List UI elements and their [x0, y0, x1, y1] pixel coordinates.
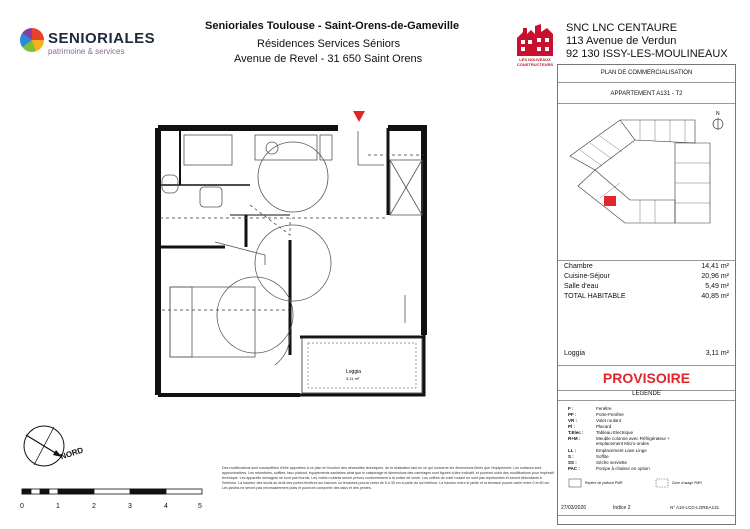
status-provisional: PROVISOIRE [602, 370, 691, 386]
lnc-brand-logo-icon [513, 20, 556, 62]
compass-label: NORD [59, 445, 85, 462]
legend-item: F : Fenêtre [568, 406, 612, 411]
document-index: Indice 2 [613, 505, 631, 511]
north-label: N [716, 111, 720, 117]
scale-tick-4: 4 [164, 503, 168, 510]
scale-tick-2: 2 [92, 503, 96, 510]
legend-item: S : Soffite [568, 454, 609, 459]
legend-item: R+M : Meuble colonne avec Réfrigérateur + emplacement Micro-ondes [568, 436, 670, 446]
disclaimer-notes: Des modifications sont susceptibles d'être apportées à ce plan en fonction des nécessités techniques, de la réalisation tant en ce qui concerne les dimensions libres que l'équipement. Les surfaces sont approximatives. Les retombées, soffites, faux plafond, équipements sanitaires ainsi que le calepinage et dimensions des carrelages sont figurés à titre indicatif, et pourront subir des modifications pour impératif technique. Les appareils ménagers ne sont pas fournis. Les volets roulants seront prévus conformément à la notice de vente. Les coffres de volet roulant ne sont pas représentés et seront débordants à l'intérieur. La hauteur des seuils au droit des portes-fenêtres sur balcons ou terrasses pourra varier de 5 à 35 cm à partir du sol intérieur. La hauteur entre le jardin et la terrasse pourra varier entre 0 et 60 cm. Les jardins ne seront pas nécessairement plats et pourront comporter des talus et des pentes. [222, 466, 554, 491]
legend-item: Pl : Placard [568, 424, 612, 429]
apartment-highlight [604, 196, 616, 206]
pmr-ceiling-icon [568, 478, 582, 488]
pmr-zone-label: Zone d'usage PMR [672, 481, 702, 485]
document-date: 27/03/2026 [561, 505, 587, 511]
company-street: 113 Avenue de Verdun [566, 35, 677, 47]
surface-row: Chambre 14,41 m² [564, 263, 729, 270]
legend-item: T.Elec : Tableau Electrique [568, 430, 634, 435]
document-reference: N° A10-LCG-LOREA131 [670, 505, 720, 510]
scale-tick-3: 3 [128, 503, 132, 510]
entrance-marker-icon [353, 111, 365, 122]
legend-item: VR : Volet roulant [568, 418, 622, 423]
scale-tick-5: 5 [198, 503, 202, 510]
scale-tick-1: 1 [56, 503, 60, 510]
legend-item: SS : Sèche serviette [568, 460, 628, 465]
scale-tick-0: 0 [20, 503, 24, 510]
legend-item: PF : Porte-Fenêtre [568, 412, 624, 417]
surface-total-row: TOTAL HABITABLE 40,85 m² [564, 293, 729, 300]
logo-tagline: patrimoine & services [48, 47, 125, 56]
loggia-row: Loggia 3,11 m² [564, 350, 729, 357]
building-key-plan [560, 108, 734, 258]
brand-caption: LES NOUVEAUX CONSTRUCTEURS [516, 57, 554, 67]
project-title: Senioriales Toulouse - Saint-Orens-de-Gameville [205, 20, 460, 32]
compass-icon [22, 422, 85, 472]
floor-plan [140, 105, 430, 405]
project-subtitle: Résidences Services Séniors [257, 38, 401, 50]
seniorales-logo-icon [20, 28, 44, 52]
project-address: Avenue de Revel - 31 650 Saint Orens [234, 53, 423, 65]
legend-title: LEGENDE [632, 391, 661, 397]
logo-name: SENIORIALES [48, 30, 156, 47]
pmr-ceiling-label: Repère de plafond PMR [585, 481, 623, 485]
surface-row: Cuisine-Séjour 20,96 m² [564, 273, 729, 280]
plan-type: PLAN DE COMMERCIALISATION [600, 70, 693, 76]
loggia-label: Loggia [346, 369, 362, 375]
loggia-area: 3,11 m² [346, 376, 360, 381]
legend-item: PAC : Pompe à chaleur en option [568, 466, 650, 471]
surface-row: Salle d'eau 5,49 m² [564, 283, 729, 290]
pmr-zone-icon [655, 478, 669, 488]
company-name: SNC LNC CENTAURE [566, 22, 678, 34]
scale-bar [18, 485, 218, 515]
apartment-id: APPARTEMENT A131 - T2 [610, 91, 683, 97]
company-city: 92 130 ISSY-LES-MOULINEAUX [566, 48, 728, 60]
legend-item: LL : Emplacement Lave Linge [568, 448, 647, 453]
